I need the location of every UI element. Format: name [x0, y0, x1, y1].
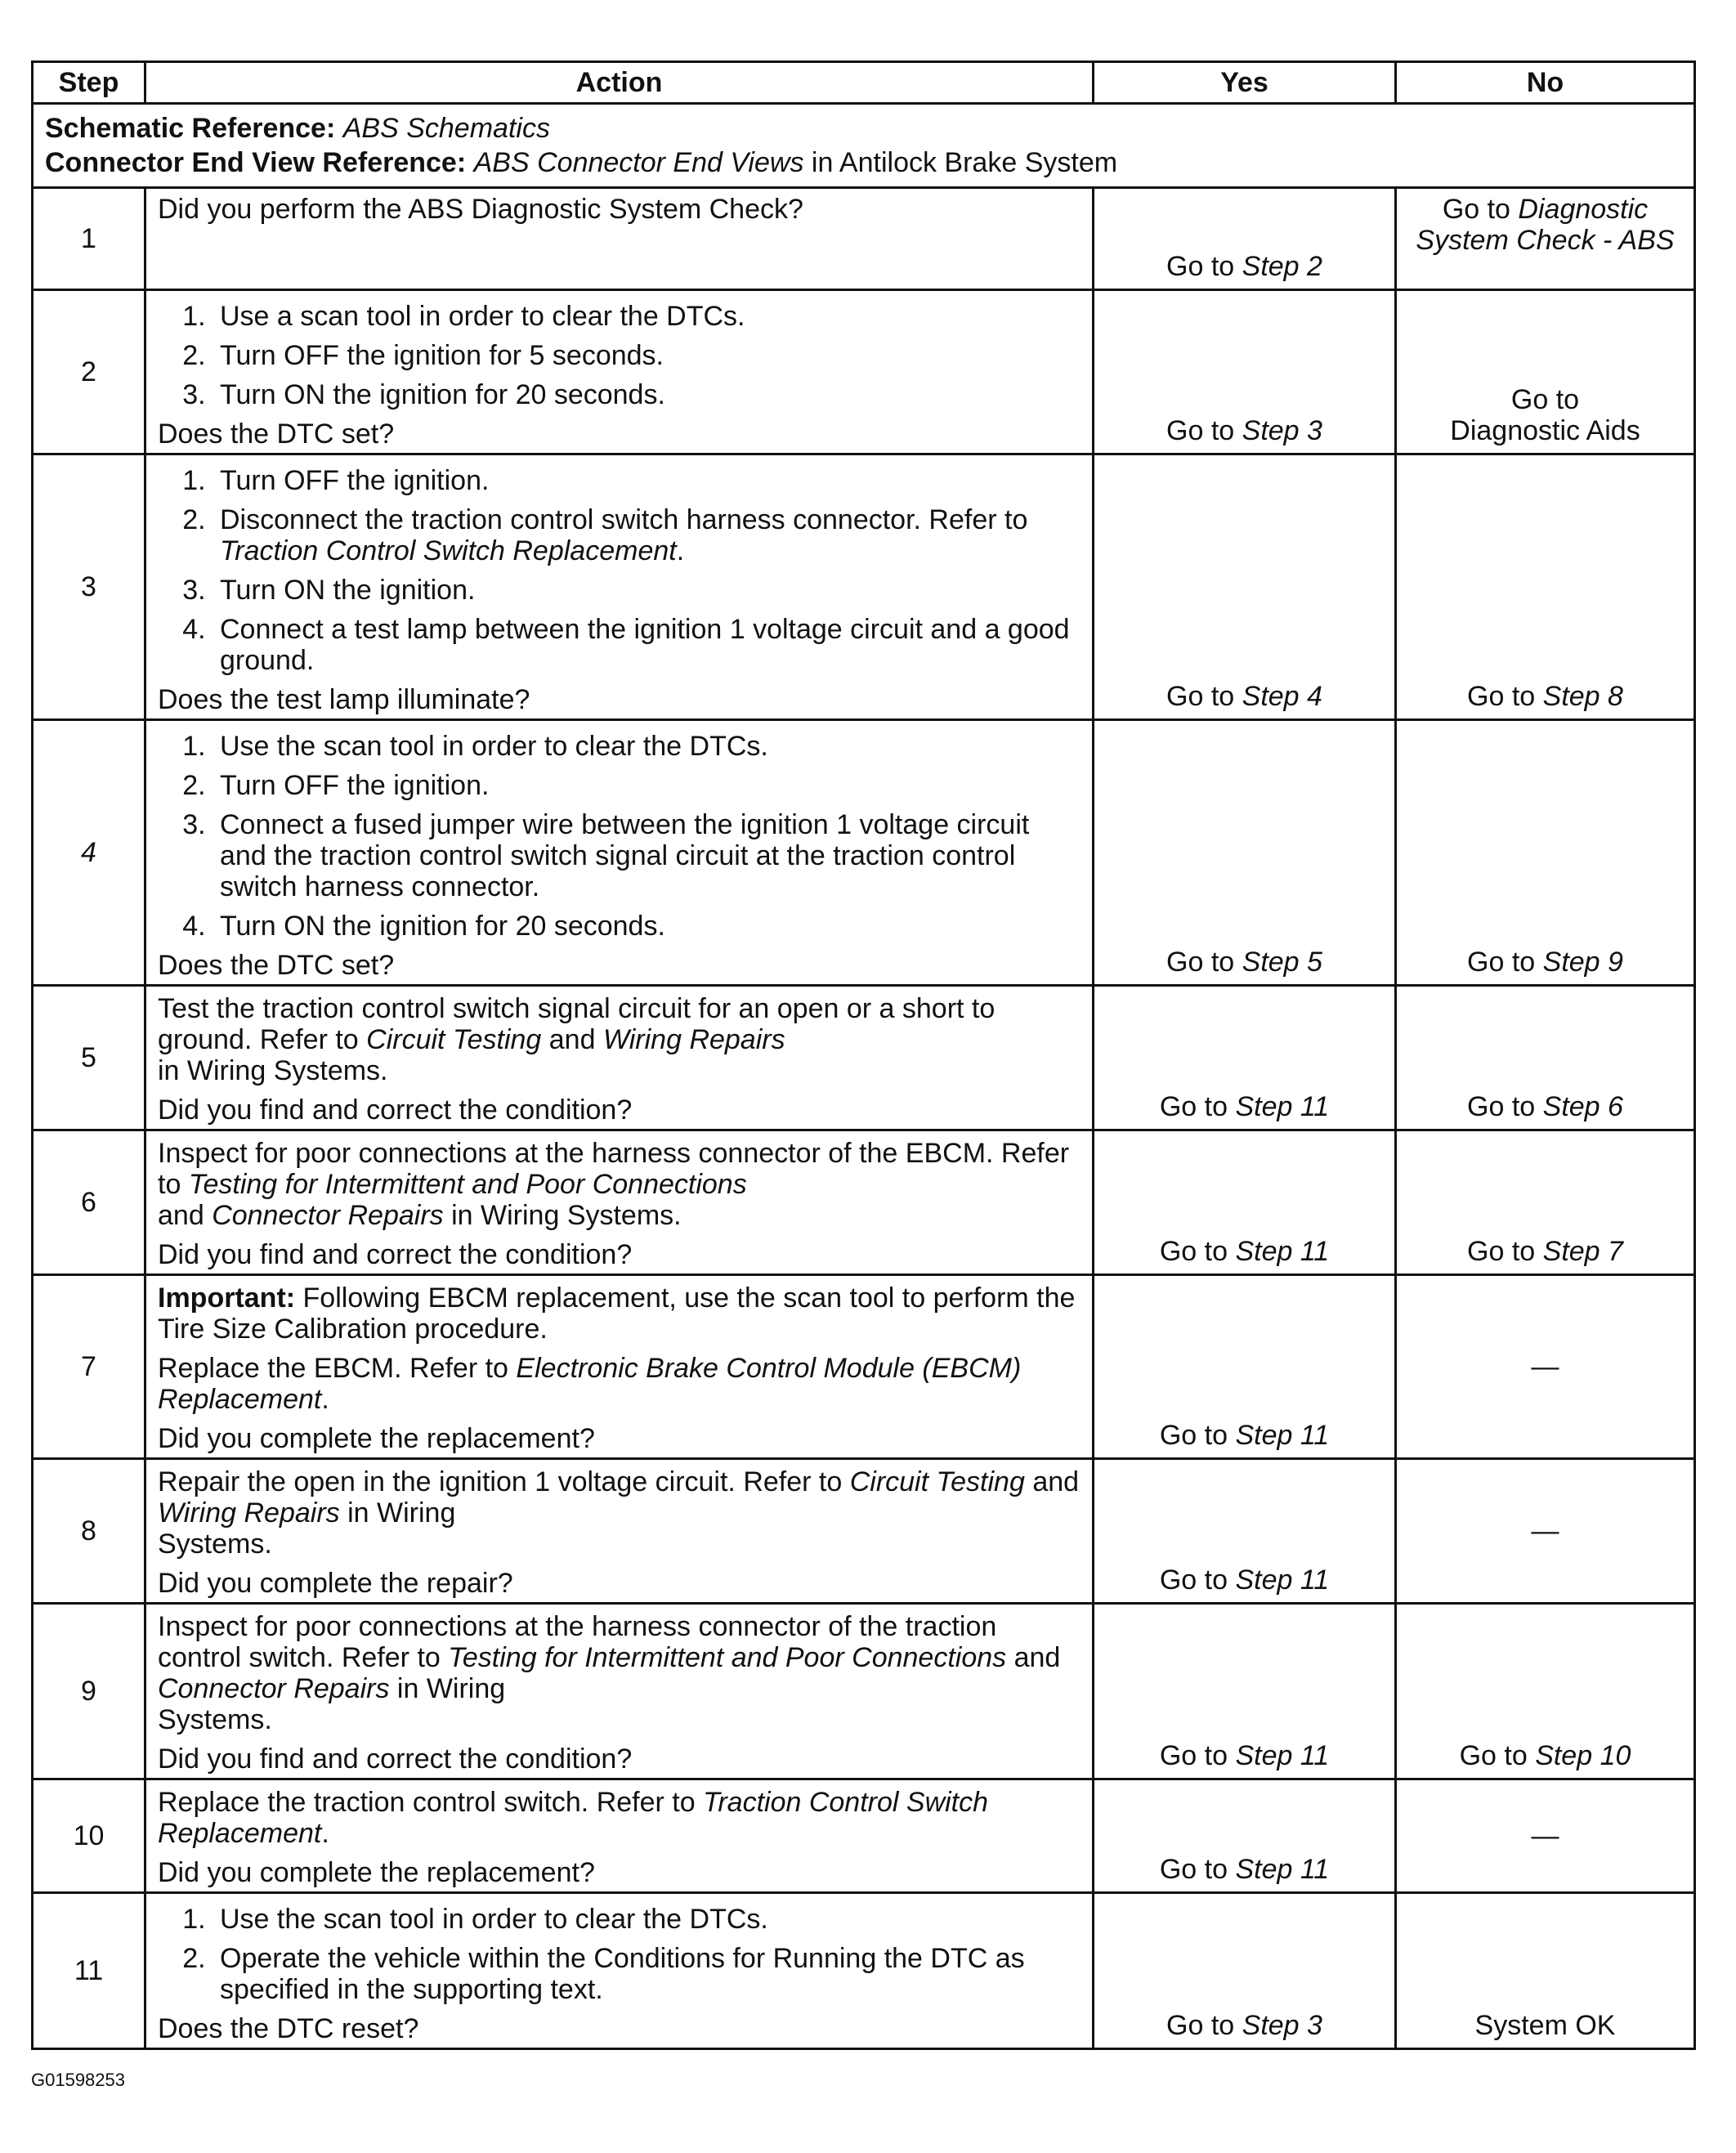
step-row-11 [33, 1893, 1695, 2049]
description-text: . [321, 1384, 329, 1415]
step-question: Did you complete the replacement? [158, 1423, 595, 1454]
yes-cell [1094, 1893, 1396, 2049]
description-link[interactable]: Traction Control Switch Replacement [158, 1787, 989, 1849]
no-link[interactable]: Step 10 [1535, 1740, 1631, 1771]
important-note [158, 1282, 1081, 1345]
step-description [158, 1787, 1081, 1849]
no-cell: — [1396, 1779, 1695, 1893]
instruction: 3. Turn ON the ignition for 20 seconds. [213, 379, 1081, 410]
header-no: No [1396, 62, 1695, 104]
step-description [158, 1138, 1081, 1231]
yes-prefix: Go to [1159, 1236, 1236, 1267]
step-description [158, 1353, 1081, 1415]
yes-link[interactable]: Step 2 [1242, 251, 1322, 282]
no-prefix: Go to [1467, 947, 1543, 978]
description-text: in Wiring Systems. [443, 1200, 682, 1231]
step-question: Does the DTC reset? [158, 2013, 419, 2044]
instruction: 2. Operate the vehicle within the Conditions for Running the DTC as specified in the supporting text. [213, 1943, 1081, 2005]
step-instructions [158, 301, 1081, 410]
description-link[interactable]: Connector Repairs [212, 1200, 444, 1231]
description-text: Test the traction control switch signal circuit for an open or a short to ground. Refer to [158, 993, 996, 1055]
instruction: 1. Use a scan tool in order to clear the DTCs. [213, 301, 1081, 332]
step-number: 5 [33, 986, 145, 1130]
figure-id: G01598253 [31, 2070, 125, 2090]
yes-cell [1094, 720, 1396, 986]
description-text: and [158, 1200, 213, 1231]
yes-prefix: Go to [1159, 1091, 1236, 1122]
step-instructions [158, 465, 1081, 676]
step-number: 7 [33, 1275, 145, 1459]
description-link[interactable]: Connector Repairs [158, 1673, 390, 1704]
description-link[interactable]: Testing for Intermittent and Poor Connections [448, 1642, 1007, 1673]
step-action [145, 1459, 1094, 1604]
step-action [145, 1275, 1094, 1459]
step-question: Did you find and correct the condition? [158, 1094, 633, 1126]
no-cell [1396, 454, 1695, 720]
instruction: 2. Turn OFF the ignition for 5 seconds. [213, 340, 1081, 371]
step-question: Did you find and correct the condition? [158, 1239, 633, 1270]
yes-link[interactable]: Step 3 [1242, 2010, 1322, 2041]
step-row-2 [33, 290, 1695, 454]
no-cell [1396, 986, 1695, 1130]
no-prefix: Go to [1442, 194, 1519, 225]
description-text: and [541, 1024, 603, 1055]
yes-link[interactable]: Step 4 [1242, 681, 1322, 712]
diagnostic-table [31, 60, 1696, 2050]
connector-reference-link[interactable]: ABS Connector End Views [473, 147, 804, 178]
step-action [145, 1130, 1094, 1275]
step-description [158, 1466, 1081, 1560]
no-prefix: Go to [1459, 1740, 1536, 1771]
step-question: Does the DTC set? [158, 419, 395, 450]
no-cell [1396, 188, 1695, 290]
connector-end-view-reference [45, 147, 1682, 178]
no-link[interactable]: Step 6 [1542, 1091, 1623, 1122]
yes-link[interactable]: Step 11 [1235, 1564, 1330, 1596]
connector-reference-suffix: in Antilock Brake System [803, 147, 1118, 178]
yes-cell [1094, 188, 1396, 290]
connector-reference-label: Connector End View Reference: [45, 147, 467, 178]
step-number: 9 [33, 1604, 145, 1779]
no-link[interactable]: Step 8 [1542, 681, 1623, 712]
yes-cell [1094, 1604, 1396, 1779]
instruction: 4. Connect a test lamp between the ignition 1 voltage circuit and a good ground. [213, 614, 1081, 676]
step-number: 4 [33, 720, 145, 986]
important-text: Following EBCM replacement, use the scan tool to perform the Tire Size Calibration procedure. [158, 1282, 1076, 1345]
no-cell [1396, 290, 1695, 454]
step-row-6 [33, 1130, 1695, 1275]
yes-prefix: Go to [1159, 1854, 1236, 1885]
yes-cell [1094, 454, 1396, 720]
yes-prefix: Go to [1166, 947, 1242, 978]
yes-prefix: Go to [1166, 2010, 1242, 2041]
step-number: 11 [33, 1893, 145, 2049]
step-action [145, 986, 1094, 1130]
description-text: in Wiring Systems. [158, 1055, 388, 1086]
instruction: 3. Connect a fused jumper wire between the ignition 1 voltage circuit and the traction control switch signal circuit at the traction control switch harness connector. [213, 809, 1081, 902]
yes-cell [1094, 1130, 1396, 1275]
step-action [145, 454, 1094, 720]
no-cell: — [1396, 1459, 1695, 1604]
step-row-8 [33, 1459, 1695, 1604]
yes-prefix: Go to [1159, 1420, 1236, 1451]
schematic-reference-cell [33, 104, 1695, 188]
yes-cell [1094, 1459, 1396, 1604]
step-question: Did you find and correct the condition? [158, 1743, 633, 1775]
step-row-5 [33, 986, 1695, 1130]
no-link[interactable]: Diagnostic Aids [1450, 415, 1640, 446]
yes-link[interactable]: Step 5 [1242, 947, 1322, 978]
step-question: Did you perform the ABS Diagnostic System Check? [158, 194, 803, 225]
description-text: and [1006, 1642, 1061, 1673]
yes-cell [1094, 1779, 1396, 1893]
header-action: Action [145, 62, 1094, 104]
yes-prefix: Go to [1159, 1740, 1236, 1771]
description-text: Systems. [158, 1704, 272, 1735]
step-description [158, 993, 1081, 1086]
step-instructions [158, 1904, 1081, 2005]
header-row [33, 62, 1695, 104]
no-prefix: Go to [1510, 384, 1580, 415]
no-cell [1396, 720, 1695, 986]
step-instructions [158, 731, 1081, 942]
yes-cell [1094, 1275, 1396, 1459]
instruction-text: . [676, 535, 685, 566]
step-question: Does the DTC set? [158, 950, 395, 981]
instruction: 4. Turn ON the ignition for 20 seconds. [213, 911, 1081, 942]
step-question: Did you complete the repair? [158, 1568, 513, 1599]
yes-link[interactable]: Step 11 [1235, 1854, 1330, 1885]
yes-link[interactable]: Step 11 [1235, 1420, 1330, 1451]
step-action [145, 720, 1094, 986]
step-row-1 [33, 188, 1695, 290]
no-prefix: Go to [1467, 1236, 1543, 1267]
instruction [213, 504, 1081, 566]
description-link[interactable]: Testing for Intermittent and Poor Connections [188, 1169, 747, 1200]
no-prefix: Go to [1467, 681, 1543, 712]
description-text: Systems. [158, 1529, 272, 1560]
instruction: 1. Use the scan tool in order to clear the DTCs. [213, 1904, 1081, 1935]
step-number: 10 [33, 1779, 145, 1893]
instruction: 1. Use the scan tool in order to clear the DTCs. [213, 731, 1081, 762]
step-action [145, 1604, 1094, 1779]
no-link[interactable]: Step 7 [1542, 1236, 1623, 1267]
no-cell: System OK [1396, 1893, 1695, 2049]
yes-prefix: Go to [1159, 1564, 1236, 1596]
step-row-4 [33, 720, 1695, 986]
description-text: . [321, 1818, 329, 1849]
no-cell [1396, 1130, 1695, 1275]
instruction: 2. Turn OFF the ignition. [213, 770, 1081, 801]
step-number: 2 [33, 290, 145, 454]
step-action [145, 1893, 1094, 2049]
description-text: in Wiring [339, 1497, 456, 1529]
schematic-reference-link[interactable]: ABS Schematics [342, 113, 550, 144]
schematic-reference-row [33, 104, 1695, 188]
description-link[interactable]: Circuit Testing [849, 1466, 1025, 1497]
instruction: 3. Turn ON the ignition. [213, 575, 1081, 606]
step-description [158, 1611, 1081, 1735]
step-action [145, 188, 1094, 290]
important-label: Important: [158, 1282, 296, 1314]
yes-prefix: Go to [1166, 251, 1242, 282]
description-text: Replace the EBCM. Refer to [158, 1353, 517, 1384]
instruction-text: Disconnect the traction control switch harness connector. Refer to [220, 504, 1028, 535]
step-number: 6 [33, 1130, 145, 1275]
step-question: Does the test lamp illuminate? [158, 684, 530, 715]
step-row-7 [33, 1275, 1695, 1459]
step-row-9 [33, 1604, 1695, 1779]
description-text: and [1024, 1466, 1080, 1497]
yes-link[interactable]: Step 3 [1242, 415, 1322, 446]
no-cell: — [1396, 1275, 1695, 1459]
description-text: in Wiring [389, 1673, 506, 1704]
description-text: Inspect for poor connections at the harness connector of the EBCM. Refer to [158, 1138, 1070, 1200]
description-text: Repair the open in the ignition 1 voltage circuit. Refer to [158, 1466, 850, 1497]
yes-prefix: Go to [1166, 681, 1242, 712]
yes-link[interactable]: Step 11 [1235, 1740, 1330, 1771]
schematic-reference [45, 113, 1682, 144]
yes-link[interactable]: Step 11 [1235, 1091, 1330, 1122]
description-link[interactable]: Circuit Testing [366, 1024, 542, 1055]
step-action [145, 290, 1094, 454]
step-row-3 [33, 454, 1695, 720]
step-number: 8 [33, 1459, 145, 1604]
step-question: Did you complete the replacement? [158, 1857, 595, 1888]
description-link[interactable]: Wiring Repairs [602, 1024, 785, 1055]
header-yes: Yes [1094, 62, 1396, 104]
header-step: Step [33, 62, 145, 104]
no-cell [1396, 1604, 1695, 1779]
diagnostic-table-container [31, 60, 1693, 2050]
instruction-link[interactable]: Traction Control Switch Replacement [220, 535, 677, 566]
no-link[interactable]: Step 9 [1542, 947, 1623, 978]
no-link[interactable]: Diagnostic System Check - ABS [1416, 194, 1675, 256]
description-text: Replace the traction control switch. Refer to [158, 1787, 704, 1818]
step-number: 3 [33, 454, 145, 720]
yes-cell [1094, 986, 1396, 1130]
schematic-reference-label: Schematic Reference: [45, 113, 336, 144]
step-row-10 [33, 1779, 1695, 1893]
yes-cell [1094, 290, 1396, 454]
yes-link[interactable]: Step 11 [1235, 1236, 1330, 1267]
instruction: 1. Turn OFF the ignition. [213, 465, 1081, 496]
description-link[interactable]: Electronic Brake Control Module (EBCM) Replacement [158, 1353, 1022, 1415]
step-number: 1 [33, 188, 145, 290]
description-text: Inspect for poor connections at the harness connector of the traction control switch. Refer to [158, 1611, 997, 1673]
no-prefix: Go to [1467, 1091, 1543, 1122]
yes-prefix: Go to [1166, 415, 1242, 446]
description-link[interactable]: Wiring Repairs [158, 1497, 340, 1529]
step-action [145, 1779, 1094, 1893]
